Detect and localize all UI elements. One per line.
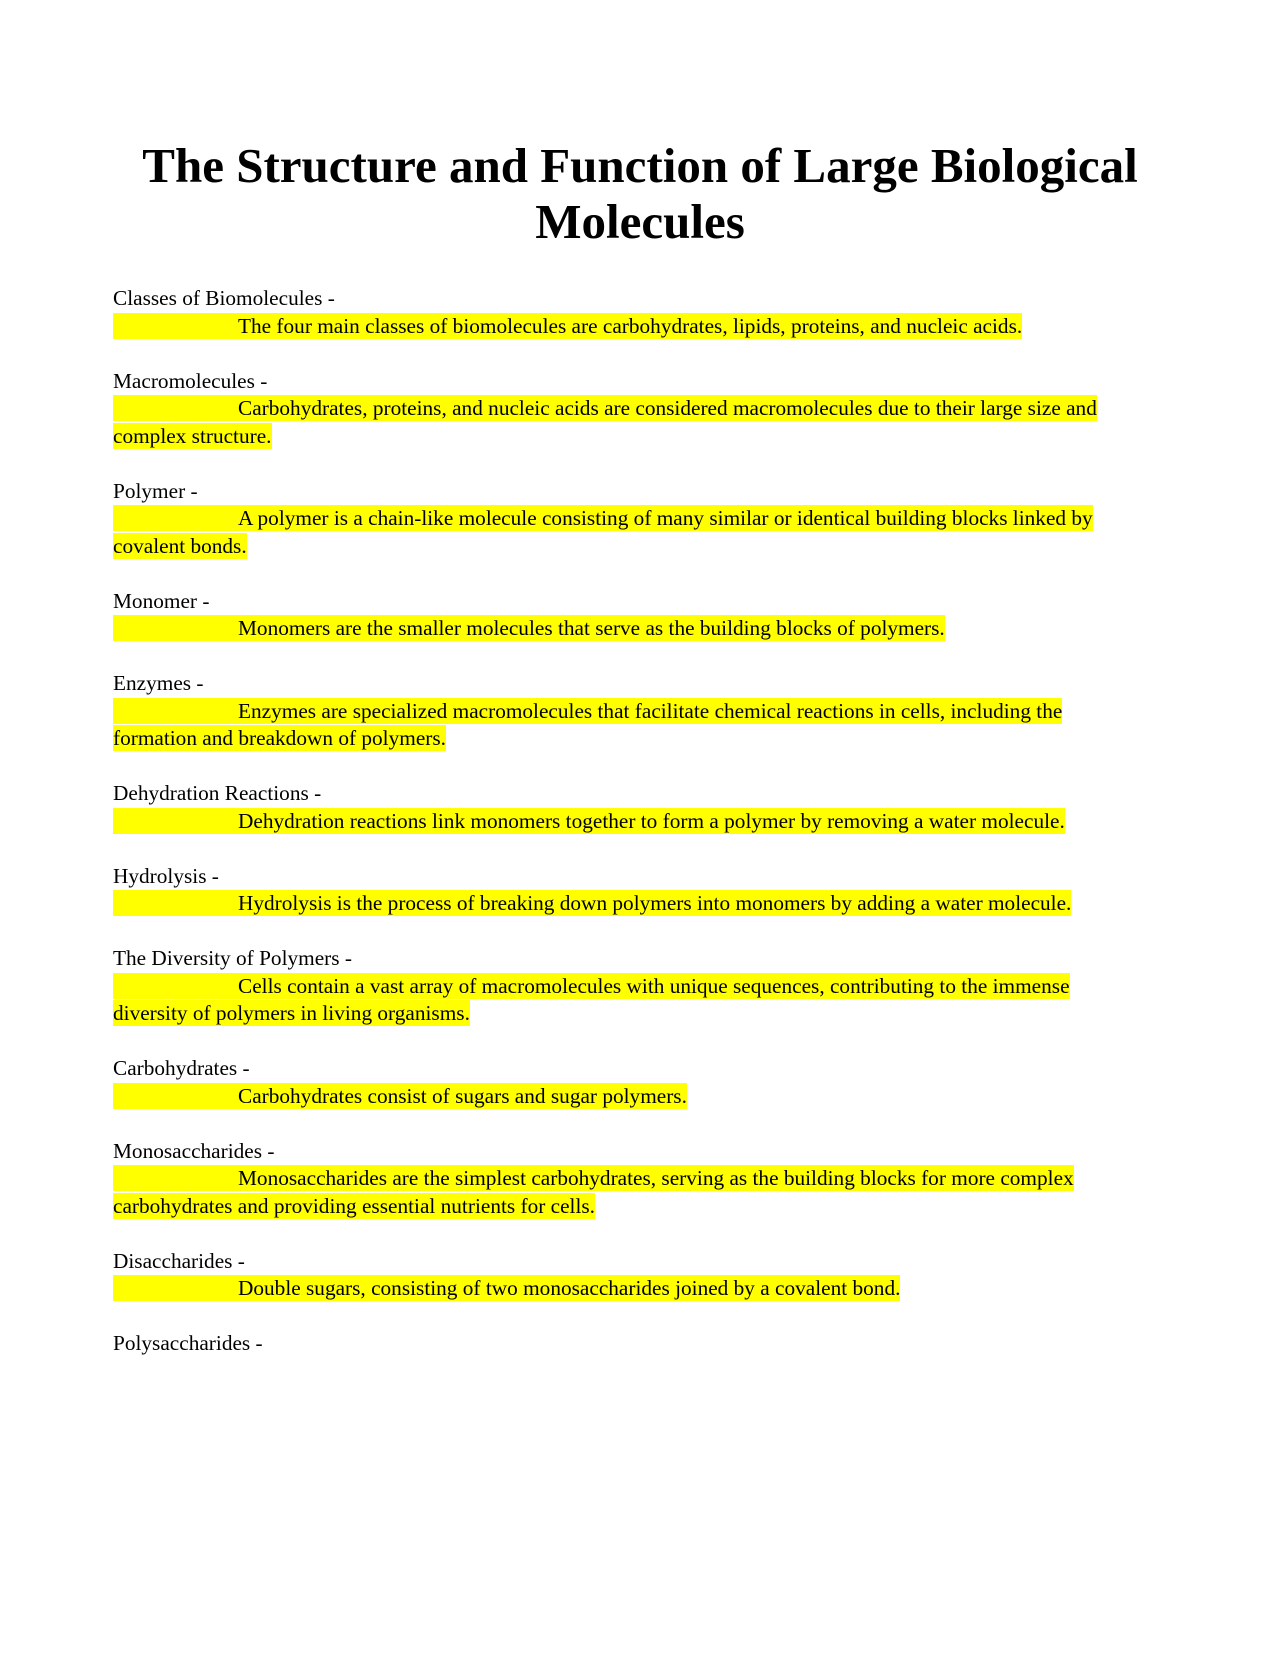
entry-definition [113,395,1113,450]
entry-term: Hydrolysis - [113,863,219,888]
definition-text: Carbohydrates, proteins, and nucleic acids are considered macromolecules due to their large size and complex structure. [113,396,1097,448]
glossary-entry [113,780,1113,835]
entry-definition [113,1083,1113,1111]
entry-definition [113,1275,1113,1303]
entry-term: The Diversity of Polymers - [113,946,352,970]
entry-term: Dehydration Reactions - [113,781,322,805]
entry-definition [113,615,1113,643]
glossary-entry [113,1055,1113,1110]
definition-text: Enzymes are specialized macromolecules that facilitate chemical reactions in cells, including the formation and breakdown of polymers. [113,698,1063,750]
entry-term: Macromolecules - [113,368,268,393]
glossary-entry [113,478,1113,561]
glossary-entry [113,368,1113,451]
entry-term: Carbohydrates - [113,1056,250,1080]
glossary-entry [113,945,1113,1028]
entry-term: Monomer - [113,588,210,613]
glossary-entries [113,285,1113,1385]
entry-definition [113,698,1113,753]
entry-definition [113,1165,1113,1220]
glossary-entry [113,1138,1113,1221]
definition-text: A polymer is a chain-like molecule consisting of many similar or identical building blocks linked by covalent bonds. [113,506,1093,558]
glossary-entry [113,1248,1113,1303]
definition-text: Hydrolysis is the process of breaking down polymers into monomers by adding a water molecule. [238,891,1072,915]
entry-definition [113,505,1113,560]
definition-text: Monomers are the smaller molecules that serve as the building blocks of polymers. [238,616,945,640]
entry-definition [113,313,1113,341]
glossary-entry [113,670,1113,753]
definition-text: Carbohydrates consist of sugars and sugar polymers. [238,1083,687,1108]
entry-definition [113,890,1113,918]
definition-text: Double sugars, consisting of two monosaccharides joined by a covalent bond. [238,1276,901,1300]
definition-text: Monosaccharides are the simplest carbohydrates, serving as the building blocks for more complex carbohydrates and providing essential nutrients for cells. [113,1166,1074,1218]
glossary-entry [113,1330,1113,1358]
entry-definition [113,973,1113,1028]
glossary-entry [113,285,1113,340]
entry-term: Polymer - [113,478,198,503]
entry-term: Monosaccharides - [113,1138,275,1163]
entry-term: Enzymes - [113,671,204,695]
definition-text: Cells contain a vast array of macromolecules with unique sequences, contributing to the immense diversity of polymers in living organisms. [113,973,1070,1025]
entry-definition [113,808,1113,836]
glossary-entry [113,588,1113,643]
entry-term: Classes of Biomolecules - [113,286,335,310]
definition-text: Dehydration reactions link monomers together to form a polymer by removing a water molecule. [238,808,1065,833]
entry-term: Disaccharides - [113,1248,245,1273]
definition-text: The four main classes of biomolecules are carbohydrates, lipids, proteins, and nucleic acids. [238,313,1023,338]
entry-term: Polysaccharides - [113,1331,263,1355]
document-title: The Structure and Function of Large Biological Molecules [142,138,1138,249]
glossary-entry [113,863,1113,918]
